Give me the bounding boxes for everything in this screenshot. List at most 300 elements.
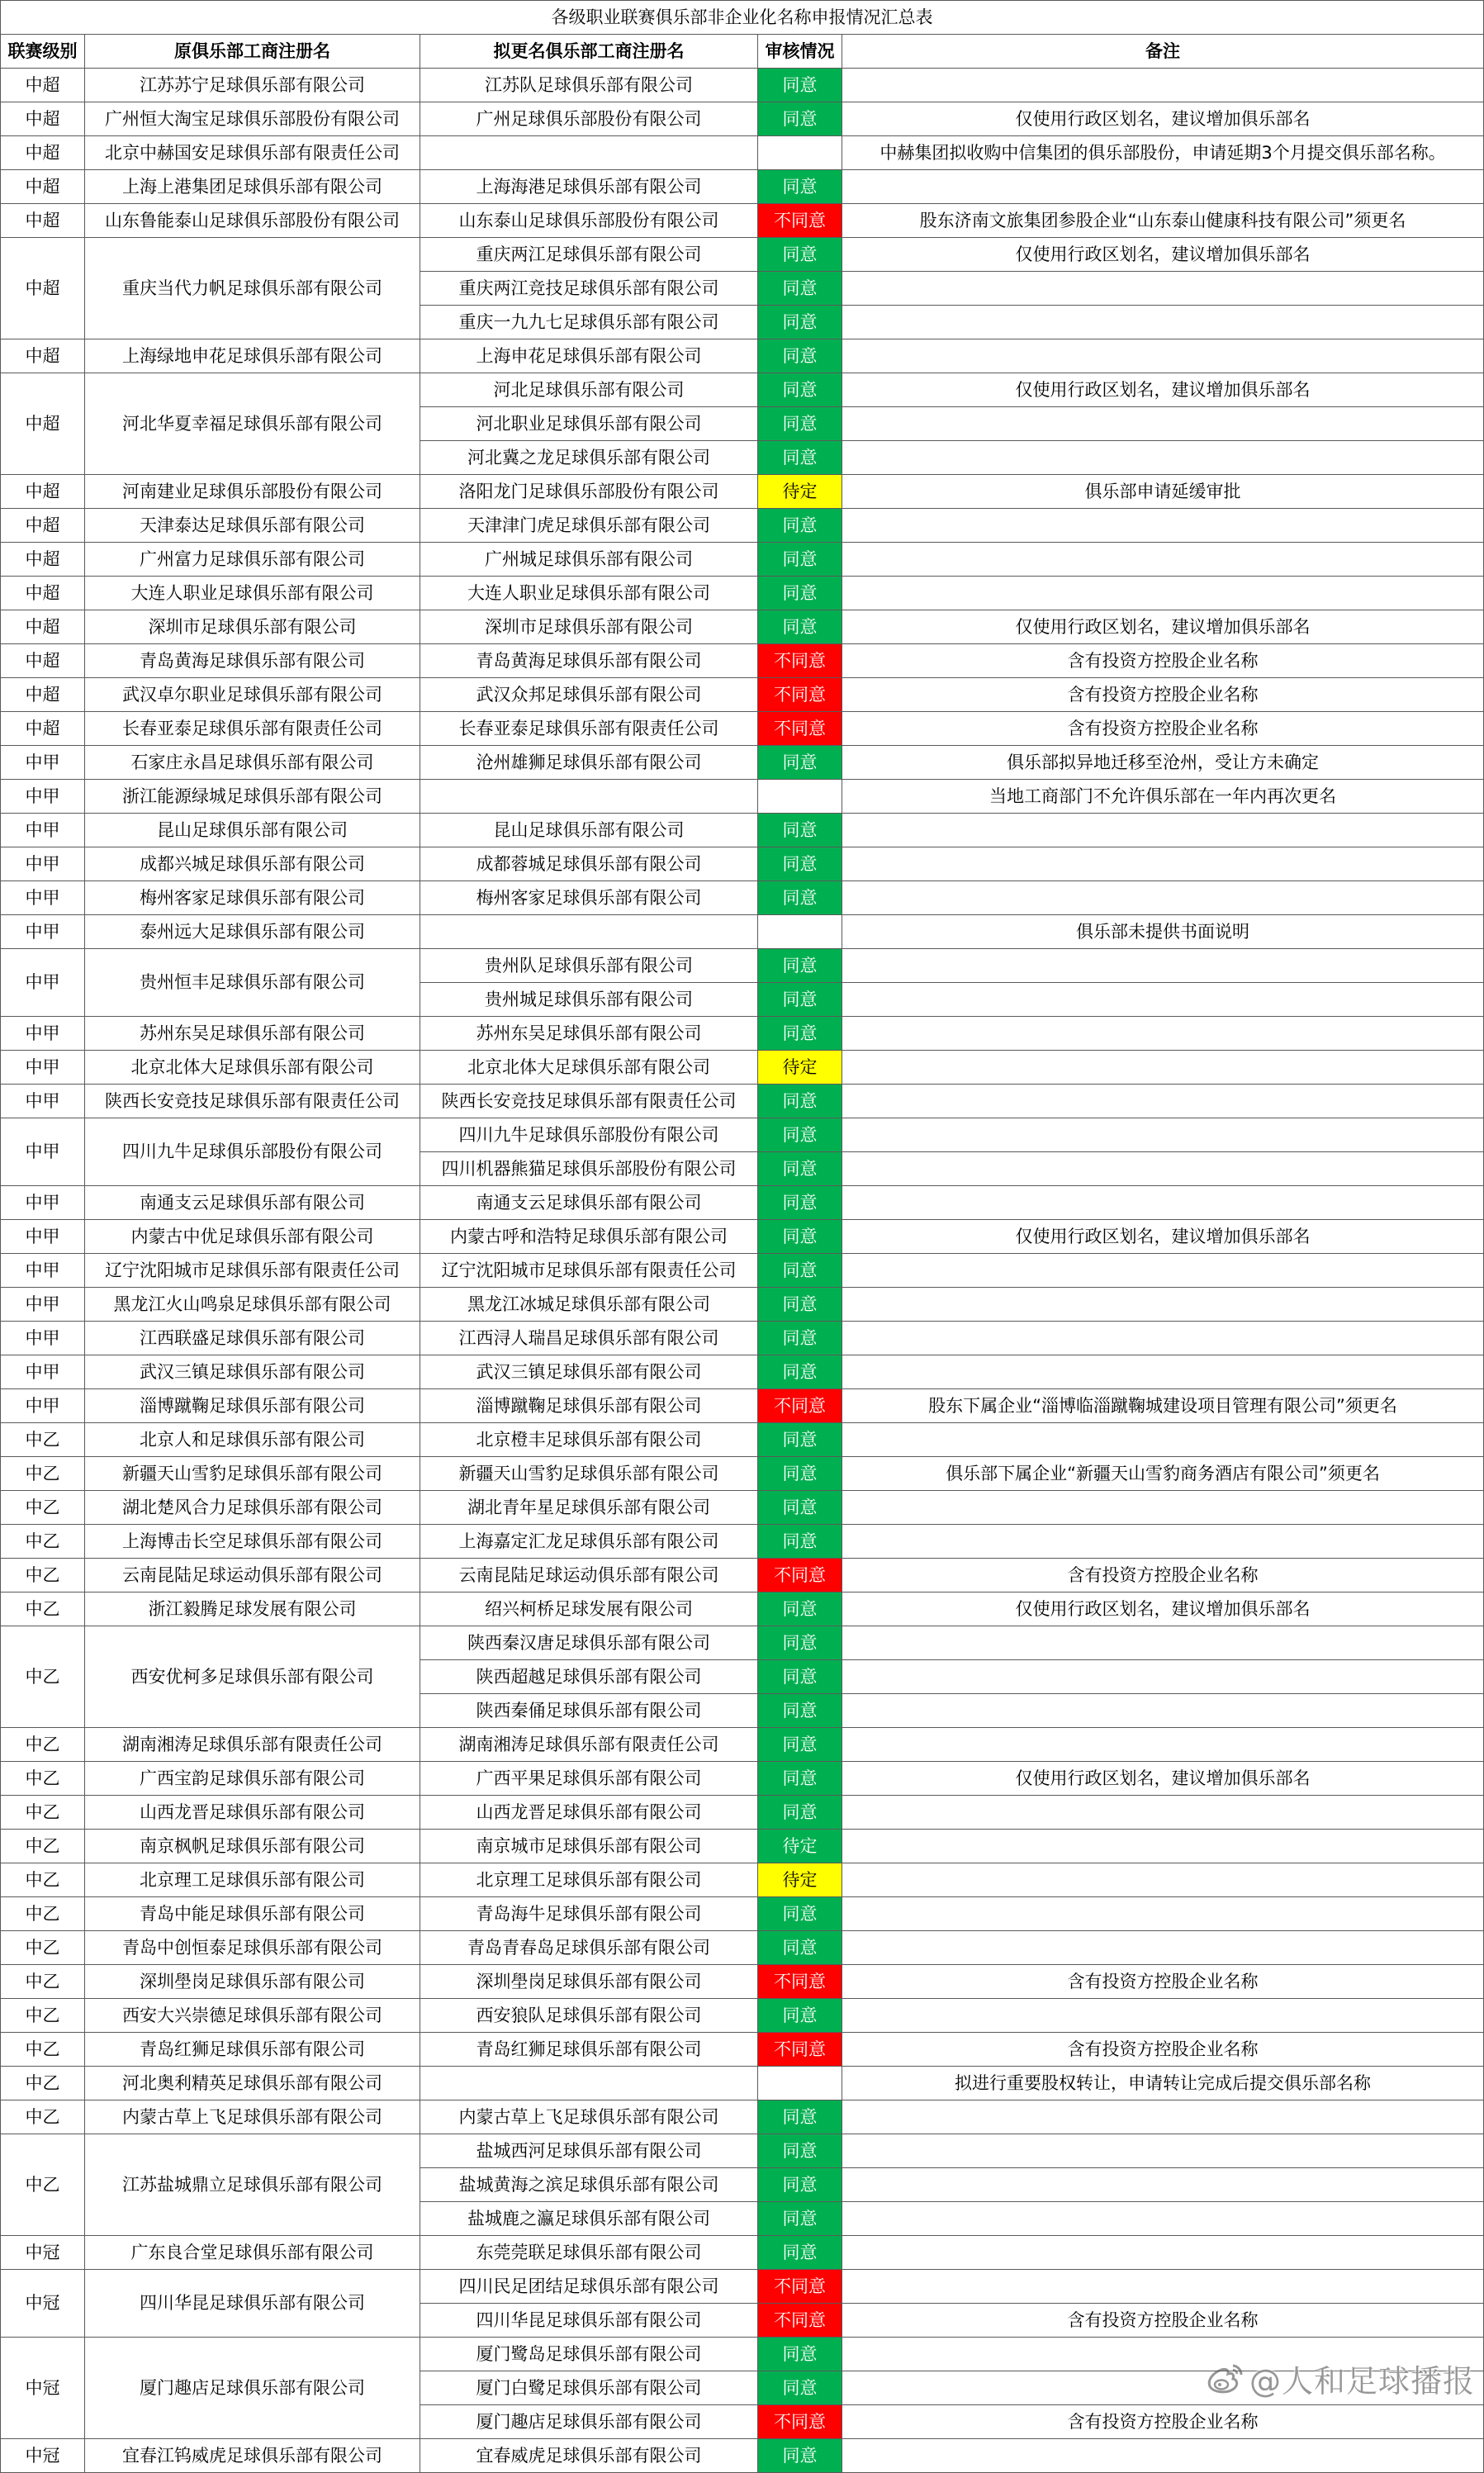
remark-cell bbox=[842, 1999, 1484, 2033]
proposed-name-cell: 深圳市足球俱乐部有限公司 bbox=[420, 610, 758, 644]
review-status-cell: 同意 bbox=[758, 1592, 842, 1626]
title-row bbox=[1, 1, 1484, 35]
header-proposed-name: 拟更名俱乐部工商注册名 bbox=[420, 35, 758, 69]
original-name-cell: 新疆天山雪豹足球俱乐部有限公司 bbox=[85, 1457, 420, 1491]
review-status-cell: 不同意 bbox=[758, 1389, 842, 1423]
original-name-cell: 重庆当代力帆足球俱乐部有限公司 bbox=[85, 238, 420, 339]
original-name-cell: 长春亚泰足球俱乐部有限责任公司 bbox=[85, 712, 420, 746]
table-row bbox=[1, 102, 1484, 136]
original-name-cell: 深圳壆岗足球俱乐部有限公司 bbox=[85, 1965, 420, 1999]
league-level-cell: 中乙 bbox=[1, 1830, 85, 1863]
original-name-cell: 浙江能源绿城足球俱乐部有限公司 bbox=[85, 780, 420, 814]
proposed-name-cell: 云南昆陆足球运动俱乐部有限公司 bbox=[420, 1559, 758, 1592]
league-level-cell: 中乙 bbox=[1, 1626, 85, 1728]
proposed-name-cell: 陕西超越足球俱乐部有限公司 bbox=[420, 1660, 758, 1694]
review-status-cell: 同意 bbox=[758, 1999, 842, 2033]
table-row bbox=[1, 1863, 1484, 1897]
review-status-cell: 同意 bbox=[758, 373, 842, 407]
header-level: 联赛级别 bbox=[1, 35, 85, 69]
table-row bbox=[1, 1322, 1484, 1355]
remark-cell bbox=[842, 1796, 1484, 1830]
original-name-cell: 西安优柯多足球俱乐部有限公司 bbox=[85, 1626, 420, 1728]
proposed-name-cell: 大连人职业足球俱乐部有限公司 bbox=[420, 577, 758, 610]
proposed-name-cell: 江西浔人瑞昌足球俱乐部有限公司 bbox=[420, 1322, 758, 1355]
original-name-cell: 梅州客家足球俱乐部有限公司 bbox=[85, 881, 420, 915]
remark-cell bbox=[842, 69, 1484, 102]
review-status-cell: 同意 bbox=[758, 102, 842, 136]
remark-cell: 股东下属企业“淄博临淄蹴鞠城建设项目管理有限公司”须更名 bbox=[842, 1389, 1484, 1423]
proposed-name-cell: 昆山足球俱乐部有限公司 bbox=[420, 814, 758, 847]
review-status-cell: 同意 bbox=[758, 1085, 842, 1118]
proposed-name-cell bbox=[420, 136, 758, 170]
original-name-cell: 西安大兴崇德足球俱乐部有限公司 bbox=[85, 1999, 420, 2033]
review-status-cell bbox=[758, 915, 842, 949]
remark-cell bbox=[842, 847, 1484, 881]
league-level-cell: 中冠 bbox=[1, 2439, 85, 2473]
original-name-cell: 苏州东吴足球俱乐部有限公司 bbox=[85, 1017, 420, 1051]
proposed-name-cell: 陕西长安竞技足球俱乐部有限责任公司 bbox=[420, 1085, 758, 1118]
original-name-cell: 河南建业足球俱乐部股份有限公司 bbox=[85, 475, 420, 509]
remark-cell bbox=[842, 1660, 1484, 1694]
table-row bbox=[1, 678, 1484, 712]
proposed-name-cell: 天津津门虎足球俱乐部有限公司 bbox=[420, 509, 758, 543]
league-level-cell: 中冠 bbox=[1, 2270, 85, 2338]
league-level-cell: 中超 bbox=[1, 136, 85, 170]
original-name-cell: 武汉三镇足球俱乐部有限公司 bbox=[85, 1355, 420, 1389]
table-row bbox=[1, 577, 1484, 610]
original-name-cell: 江苏苏宁足球俱乐部有限公司 bbox=[85, 69, 420, 102]
table-row bbox=[1, 1220, 1484, 1254]
league-level-cell: 中冠 bbox=[1, 2338, 85, 2439]
league-level-cell: 中超 bbox=[1, 69, 85, 102]
original-name-cell: 上海上港集团足球俱乐部有限公司 bbox=[85, 170, 420, 204]
table-row bbox=[1, 373, 1484, 407]
proposed-name-cell: 江苏队足球俱乐部有限公司 bbox=[420, 69, 758, 102]
table-row bbox=[1, 136, 1484, 170]
review-status-cell: 同意 bbox=[758, 339, 842, 373]
league-level-cell: 中甲 bbox=[1, 1186, 85, 1220]
proposed-name-cell: 深圳壆岗足球俱乐部有限公司 bbox=[420, 1965, 758, 1999]
original-name-cell: 南京枫帆足球俱乐部有限公司 bbox=[85, 1830, 420, 1863]
league-level-cell: 中超 bbox=[1, 339, 85, 373]
proposed-name-cell: 厦门鹭岛足球俱乐部有限公司 bbox=[420, 2338, 758, 2371]
remark-cell bbox=[842, 2338, 1484, 2371]
table-row bbox=[1, 475, 1484, 509]
proposed-name-cell: 广州足球俱乐部股份有限公司 bbox=[420, 102, 758, 136]
review-status-cell: 同意 bbox=[758, 1728, 842, 1762]
remark-cell bbox=[842, 306, 1484, 339]
proposed-name-cell: 黑龙江冰城足球俱乐部有限公司 bbox=[420, 1288, 758, 1322]
remark-cell bbox=[842, 1423, 1484, 1457]
review-status-cell: 待定 bbox=[758, 1051, 842, 1085]
remark-cell bbox=[842, 1254, 1484, 1288]
review-status-cell: 同意 bbox=[758, 881, 842, 915]
table-row bbox=[1, 1559, 1484, 1592]
proposed-name-cell: 北京北体大足球俱乐部有限公司 bbox=[420, 1051, 758, 1085]
review-status-cell: 同意 bbox=[758, 1288, 842, 1322]
proposed-name-cell: 宜春威虎足球俱乐部有限公司 bbox=[420, 2439, 758, 2473]
original-name-cell: 山西龙晋足球俱乐部有限公司 bbox=[85, 1796, 420, 1830]
original-name-cell: 大连人职业足球俱乐部有限公司 bbox=[85, 577, 420, 610]
review-status-cell: 不同意 bbox=[758, 2304, 842, 2338]
proposed-name-cell: 新疆天山雪豹足球俱乐部有限公司 bbox=[420, 1457, 758, 1491]
table-row bbox=[1, 780, 1484, 814]
remark-cell bbox=[842, 1931, 1484, 1965]
league-level-cell: 中乙 bbox=[1, 1491, 85, 1525]
proposed-name-cell: 贵州城足球俱乐部有限公司 bbox=[420, 983, 758, 1017]
review-status-cell: 同意 bbox=[758, 2202, 842, 2236]
league-level-cell: 中甲 bbox=[1, 1220, 85, 1254]
review-status-cell: 待定 bbox=[758, 475, 842, 509]
league-level-cell: 中乙 bbox=[1, 1999, 85, 2033]
remark-cell bbox=[842, 1525, 1484, 1559]
league-level-cell: 中甲 bbox=[1, 1085, 85, 1118]
header-remark: 备注 bbox=[842, 35, 1484, 69]
review-status-cell: 同意 bbox=[758, 2168, 842, 2202]
original-name-cell: 北京北体大足球俱乐部有限公司 bbox=[85, 1051, 420, 1085]
proposed-name-cell: 武汉三镇足球俱乐部有限公司 bbox=[420, 1355, 758, 1389]
review-status-cell: 同意 bbox=[758, 1660, 842, 1694]
league-level-cell: 中甲 bbox=[1, 1322, 85, 1355]
review-status-cell: 同意 bbox=[758, 610, 842, 644]
table-row bbox=[1, 1051, 1484, 1085]
league-level-cell: 中超 bbox=[1, 204, 85, 238]
league-level-cell: 中乙 bbox=[1, 2067, 85, 2100]
league-level-cell: 中乙 bbox=[1, 1457, 85, 1491]
remark-cell bbox=[842, 1863, 1484, 1897]
remark-cell bbox=[842, 1355, 1484, 1389]
proposed-name-cell: 湖南湘涛足球俱乐部有限责任公司 bbox=[420, 1728, 758, 1762]
league-level-cell: 中乙 bbox=[1, 1897, 85, 1931]
review-status-cell: 同意 bbox=[758, 69, 842, 102]
table-row bbox=[1, 2439, 1484, 2473]
table-row bbox=[1, 814, 1484, 847]
league-level-cell: 中甲 bbox=[1, 881, 85, 915]
remark-cell bbox=[842, 2168, 1484, 2202]
original-name-cell: 天津泰达足球俱乐部有限公司 bbox=[85, 509, 420, 543]
proposed-name-cell: 西安狼队足球俱乐部有限公司 bbox=[420, 1999, 758, 2033]
remark-cell: 仅使用行政区划名，建议增加俱乐部名 bbox=[842, 1220, 1484, 1254]
proposed-name-cell: 厦门趣店足球俱乐部有限公司 bbox=[420, 2405, 758, 2439]
remark-cell: 俱乐部申请延缓审批 bbox=[842, 475, 1484, 509]
original-name-cell: 泰州远大足球俱乐部有限公司 bbox=[85, 915, 420, 949]
original-name-cell: 河北华夏幸福足球俱乐部有限公司 bbox=[85, 373, 420, 475]
proposed-name-cell: 内蒙古草上飞足球俱乐部有限公司 bbox=[420, 2100, 758, 2134]
proposed-name-cell: 陕西秦俑足球俱乐部有限公司 bbox=[420, 1694, 758, 1728]
proposed-name-cell: 河北足球俱乐部有限公司 bbox=[420, 373, 758, 407]
original-name-cell: 四川九牛足球俱乐部股份有限公司 bbox=[85, 1118, 420, 1186]
remark-cell: 含有投资方控股企业名称 bbox=[842, 678, 1484, 712]
review-status-cell: 同意 bbox=[758, 1491, 842, 1525]
review-status-cell: 同意 bbox=[758, 983, 842, 1017]
remark-cell bbox=[842, 1830, 1484, 1863]
review-status-cell: 同意 bbox=[758, 746, 842, 780]
proposed-name-cell bbox=[420, 2067, 758, 2100]
remark-cell bbox=[842, 1085, 1484, 1118]
table-row bbox=[1, 170, 1484, 204]
original-name-cell: 上海博击长空足球俱乐部有限公司 bbox=[85, 1525, 420, 1559]
remark-cell bbox=[842, 1322, 1484, 1355]
remark-cell bbox=[842, 2439, 1484, 2473]
league-level-cell: 中甲 bbox=[1, 847, 85, 881]
league-level-cell: 中超 bbox=[1, 373, 85, 475]
review-status-cell: 不同意 bbox=[758, 2405, 842, 2439]
original-name-cell: 河北奥利精英足球俱乐部有限公司 bbox=[85, 2067, 420, 2100]
original-name-cell: 淄博蹴鞠足球俱乐部有限公司 bbox=[85, 1389, 420, 1423]
review-status-cell: 同意 bbox=[758, 543, 842, 577]
remark-cell: 仅使用行政区划名，建议增加俱乐部名 bbox=[842, 102, 1484, 136]
proposed-name-cell bbox=[420, 915, 758, 949]
remark-cell: 仅使用行政区划名，建议增加俱乐部名 bbox=[842, 1762, 1484, 1796]
proposed-name-cell: 青岛红狮足球俱乐部有限公司 bbox=[420, 2033, 758, 2067]
league-level-cell: 中乙 bbox=[1, 1796, 85, 1830]
proposed-name-cell: 武汉众邦足球俱乐部有限公司 bbox=[420, 678, 758, 712]
review-status-cell: 不同意 bbox=[758, 1965, 842, 1999]
original-name-cell: 广州富力足球俱乐部有限公司 bbox=[85, 543, 420, 577]
review-status-cell: 同意 bbox=[758, 238, 842, 272]
league-level-cell: 中超 bbox=[1, 170, 85, 204]
original-name-cell: 江西联盛足球俱乐部有限公司 bbox=[85, 1322, 420, 1355]
proposed-name-cell: 长春亚泰足球俱乐部有限责任公司 bbox=[420, 712, 758, 746]
proposed-name-cell: 北京理工足球俱乐部有限公司 bbox=[420, 1863, 758, 1897]
proposed-name-cell: 梅州客家足球俱乐部有限公司 bbox=[420, 881, 758, 915]
table-row bbox=[1, 610, 1484, 644]
remark-cell bbox=[842, 949, 1484, 983]
original-name-cell: 四川华昆足球俱乐部有限公司 bbox=[85, 2270, 420, 2338]
remark-cell: 中赫集团拟收购中信集团的俱乐部股份，申请延期3个月提交俱乐部名称。 bbox=[842, 136, 1484, 170]
league-level-cell: 中乙 bbox=[1, 2134, 85, 2236]
original-name-cell: 宜春江钨威虎足球俱乐部有限公司 bbox=[85, 2439, 420, 2473]
original-name-cell: 深圳市足球俱乐部有限公司 bbox=[85, 610, 420, 644]
proposed-name-cell: 贵州队足球俱乐部有限公司 bbox=[420, 949, 758, 983]
review-status-cell: 同意 bbox=[758, 1152, 842, 1186]
table-row bbox=[1, 1762, 1484, 1796]
remark-cell bbox=[842, 814, 1484, 847]
league-level-cell: 中乙 bbox=[1, 2033, 85, 2067]
proposed-name-cell: 广州城足球俱乐部有限公司 bbox=[420, 543, 758, 577]
original-name-cell: 云南昆陆足球运动俱乐部有限公司 bbox=[85, 1559, 420, 1592]
original-name-cell: 广西宝韵足球俱乐部有限公司 bbox=[85, 1762, 420, 1796]
original-name-cell: 山东鲁能泰山足球俱乐部股份有限公司 bbox=[85, 204, 420, 238]
remark-cell: 仅使用行政区划名，建议增加俱乐部名 bbox=[842, 1592, 1484, 1626]
review-status-cell: 同意 bbox=[758, 2100, 842, 2134]
league-level-cell: 中甲 bbox=[1, 746, 85, 780]
remark-cell bbox=[842, 2100, 1484, 2134]
review-status-cell: 同意 bbox=[758, 272, 842, 306]
review-status-cell: 同意 bbox=[758, 2371, 842, 2405]
league-level-cell: 中乙 bbox=[1, 1863, 85, 1897]
remark-cell bbox=[842, 2270, 1484, 2304]
table-row bbox=[1, 881, 1484, 915]
remark-cell: 含有投资方控股企业名称 bbox=[842, 712, 1484, 746]
table-row bbox=[1, 1254, 1484, 1288]
remark-cell: 当地工商部门不允许俱乐部在一年内再次更名 bbox=[842, 780, 1484, 814]
review-status-cell: 同意 bbox=[758, 170, 842, 204]
review-status-cell: 同意 bbox=[758, 577, 842, 610]
remark-cell bbox=[842, 1728, 1484, 1762]
original-name-cell: 湖北楚风合力足球俱乐部有限公司 bbox=[85, 1491, 420, 1525]
original-name-cell: 湖南湘涛足球俱乐部有限责任公司 bbox=[85, 1728, 420, 1762]
remark-cell: 仅使用行政区划名，建议增加俱乐部名 bbox=[842, 373, 1484, 407]
table-row bbox=[1, 1931, 1484, 1965]
proposed-name-cell: 北京橙丰足球俱乐部有限公司 bbox=[420, 1423, 758, 1457]
proposed-name-cell: 重庆两江竞技足球俱乐部有限公司 bbox=[420, 272, 758, 306]
remark-cell bbox=[842, 1626, 1484, 1660]
original-name-cell: 黑龙江火山鸣泉足球俱乐部有限公司 bbox=[85, 1288, 420, 1322]
proposed-name-cell: 辽宁沈阳城市足球俱乐部有限责任公司 bbox=[420, 1254, 758, 1288]
remark-cell bbox=[842, 1694, 1484, 1728]
review-status-cell: 同意 bbox=[758, 306, 842, 339]
original-name-cell: 青岛红狮足球俱乐部有限公司 bbox=[85, 2033, 420, 2067]
remark-cell: 含有投资方控股企业名称 bbox=[842, 2304, 1484, 2338]
proposed-name-cell: 盐城鹿之瀛足球俱乐部有限公司 bbox=[420, 2202, 758, 2236]
original-name-cell: 贵州恒丰足球俱乐部有限公司 bbox=[85, 949, 420, 1017]
review-status-cell: 同意 bbox=[758, 1931, 842, 1965]
remark-cell: 含有投资方控股企业名称 bbox=[842, 2405, 1484, 2439]
league-level-cell: 中甲 bbox=[1, 1118, 85, 1186]
review-status-cell: 不同意 bbox=[758, 2033, 842, 2067]
league-level-cell: 中超 bbox=[1, 678, 85, 712]
league-level-cell: 中超 bbox=[1, 577, 85, 610]
remark-cell: 拟进行重要股权转让，申请转让完成后提交俱乐部名称 bbox=[842, 2067, 1484, 2100]
league-level-cell: 中乙 bbox=[1, 1559, 85, 1592]
proposed-name-cell: 厦门白鹭足球俱乐部有限公司 bbox=[420, 2371, 758, 2405]
original-name-cell: 江苏盐城鼎立足球俱乐部有限公司 bbox=[85, 2134, 420, 2236]
table-row bbox=[1, 1423, 1484, 1457]
table-row bbox=[1, 1525, 1484, 1559]
proposed-name-cell: 成都蓉城足球俱乐部有限公司 bbox=[420, 847, 758, 881]
table-row bbox=[1, 2338, 1484, 2371]
review-status-cell: 不同意 bbox=[758, 644, 842, 678]
original-name-cell: 厦门趣店足球俱乐部有限公司 bbox=[85, 2338, 420, 2439]
proposed-name-cell: 沧州雄狮足球俱乐部有限公司 bbox=[420, 746, 758, 780]
table-row bbox=[1, 2270, 1484, 2304]
league-level-cell: 中甲 bbox=[1, 1051, 85, 1085]
table-row bbox=[1, 509, 1484, 543]
league-level-cell: 中乙 bbox=[1, 1728, 85, 1762]
remark-cell bbox=[842, 509, 1484, 543]
original-name-cell: 北京中赫国安足球俱乐部有限责任公司 bbox=[85, 136, 420, 170]
review-status-cell: 同意 bbox=[758, 407, 842, 441]
remark-cell bbox=[842, 1491, 1484, 1525]
remark-cell: 含有投资方控股企业名称 bbox=[842, 1559, 1484, 1592]
league-level-cell: 中乙 bbox=[1, 1762, 85, 1796]
proposed-name-cell: 青岛海牛足球俱乐部有限公司 bbox=[420, 1897, 758, 1931]
league-level-cell: 中超 bbox=[1, 610, 85, 644]
remark-cell bbox=[842, 272, 1484, 306]
proposed-name-cell bbox=[420, 780, 758, 814]
proposed-name-cell: 上海海港足球俱乐部有限公司 bbox=[420, 170, 758, 204]
review-status-cell: 不同意 bbox=[758, 1559, 842, 1592]
remark-cell bbox=[842, 577, 1484, 610]
remark-cell bbox=[842, 1897, 1484, 1931]
remark-cell bbox=[842, 441, 1484, 475]
original-name-cell: 上海绿地申花足球俱乐部有限公司 bbox=[85, 339, 420, 373]
proposed-name-cell: 广西平果足球俱乐部有限公司 bbox=[420, 1762, 758, 1796]
review-status-cell: 同意 bbox=[758, 1322, 842, 1355]
review-status-cell: 同意 bbox=[758, 441, 842, 475]
league-level-cell: 中甲 bbox=[1, 780, 85, 814]
league-level-cell: 中乙 bbox=[1, 1525, 85, 1559]
league-level-cell: 中超 bbox=[1, 543, 85, 577]
remark-cell bbox=[842, 1288, 1484, 1322]
review-status-cell: 同意 bbox=[758, 1254, 842, 1288]
remark-cell bbox=[842, 2236, 1484, 2270]
table-row bbox=[1, 1897, 1484, 1931]
league-level-cell: 中甲 bbox=[1, 1254, 85, 1288]
original-name-cell: 内蒙古中优足球俱乐部有限公司 bbox=[85, 1220, 420, 1254]
header-row bbox=[1, 35, 1484, 69]
table-row bbox=[1, 69, 1484, 102]
league-level-cell: 中超 bbox=[1, 238, 85, 339]
remark-cell bbox=[842, 170, 1484, 204]
remark-cell bbox=[842, 2134, 1484, 2168]
remark-cell: 俱乐部拟异地迁移至沧州，受让方未确定 bbox=[842, 746, 1484, 780]
remark-cell: 含有投资方控股企业名称 bbox=[842, 644, 1484, 678]
league-level-cell: 中超 bbox=[1, 102, 85, 136]
table-row bbox=[1, 238, 1484, 272]
proposed-name-cell: 山东泰山足球俱乐部股份有限公司 bbox=[420, 204, 758, 238]
table-row bbox=[1, 847, 1484, 881]
review-status-cell: 同意 bbox=[758, 1457, 842, 1491]
table-row bbox=[1, 712, 1484, 746]
header-review-status: 审核情况 bbox=[758, 35, 842, 69]
review-status-cell: 同意 bbox=[758, 814, 842, 847]
review-status-cell bbox=[758, 780, 842, 814]
league-level-cell: 中超 bbox=[1, 475, 85, 509]
remark-cell bbox=[842, 407, 1484, 441]
league-level-cell: 中乙 bbox=[1, 1423, 85, 1457]
original-name-cell: 石家庄永昌足球俱乐部有限公司 bbox=[85, 746, 420, 780]
table-row bbox=[1, 1186, 1484, 1220]
proposed-name-cell: 四川机器熊猫足球俱乐部股份有限公司 bbox=[420, 1152, 758, 1186]
table-row bbox=[1, 1085, 1484, 1118]
table-row bbox=[1, 1457, 1484, 1491]
remark-cell bbox=[842, 1152, 1484, 1186]
table-body bbox=[1, 69, 1484, 2473]
review-status-cell: 同意 bbox=[758, 1220, 842, 1254]
review-status-cell: 待定 bbox=[758, 1863, 842, 1897]
review-status-cell: 同意 bbox=[758, 2439, 842, 2473]
table-row bbox=[1, 1728, 1484, 1762]
table-row bbox=[1, 1017, 1484, 1051]
remark-cell bbox=[842, 339, 1484, 373]
table-row bbox=[1, 204, 1484, 238]
proposed-name-cell: 内蒙古呼和浩特足球俱乐部有限公司 bbox=[420, 1220, 758, 1254]
table-row bbox=[1, 746, 1484, 780]
original-name-cell: 南通支云足球俱乐部有限公司 bbox=[85, 1186, 420, 1220]
table-row bbox=[1, 1491, 1484, 1525]
table-row bbox=[1, 543, 1484, 577]
proposed-name-cell: 山西龙晋足球俱乐部有限公司 bbox=[420, 1796, 758, 1830]
table-row bbox=[1, 1355, 1484, 1389]
table-title: 各级职业联赛俱乐部非企业化名称申报情况汇总表 bbox=[1, 1, 1484, 35]
original-name-cell: 陕西长安竞技足球俱乐部有限责任公司 bbox=[85, 1085, 420, 1118]
remark-cell bbox=[842, 983, 1484, 1017]
review-status-cell: 同意 bbox=[758, 2338, 842, 2371]
league-level-cell: 中超 bbox=[1, 644, 85, 678]
proposed-name-cell: 四川华昆足球俱乐部有限公司 bbox=[420, 2304, 758, 2338]
original-name-cell: 广东良合堂足球俱乐部有限公司 bbox=[85, 2236, 420, 2270]
proposed-name-cell: 河北冀之龙足球俱乐部有限公司 bbox=[420, 441, 758, 475]
table-row bbox=[1, 339, 1484, 373]
table-row bbox=[1, 2134, 1484, 2168]
table-row bbox=[1, 644, 1484, 678]
proposed-name-cell: 重庆一九九七足球俱乐部有限公司 bbox=[420, 306, 758, 339]
table-row bbox=[1, 949, 1484, 983]
review-status-cell: 同意 bbox=[758, 1186, 842, 1220]
proposed-name-cell: 苏州东吴足球俱乐部有限公司 bbox=[420, 1017, 758, 1051]
